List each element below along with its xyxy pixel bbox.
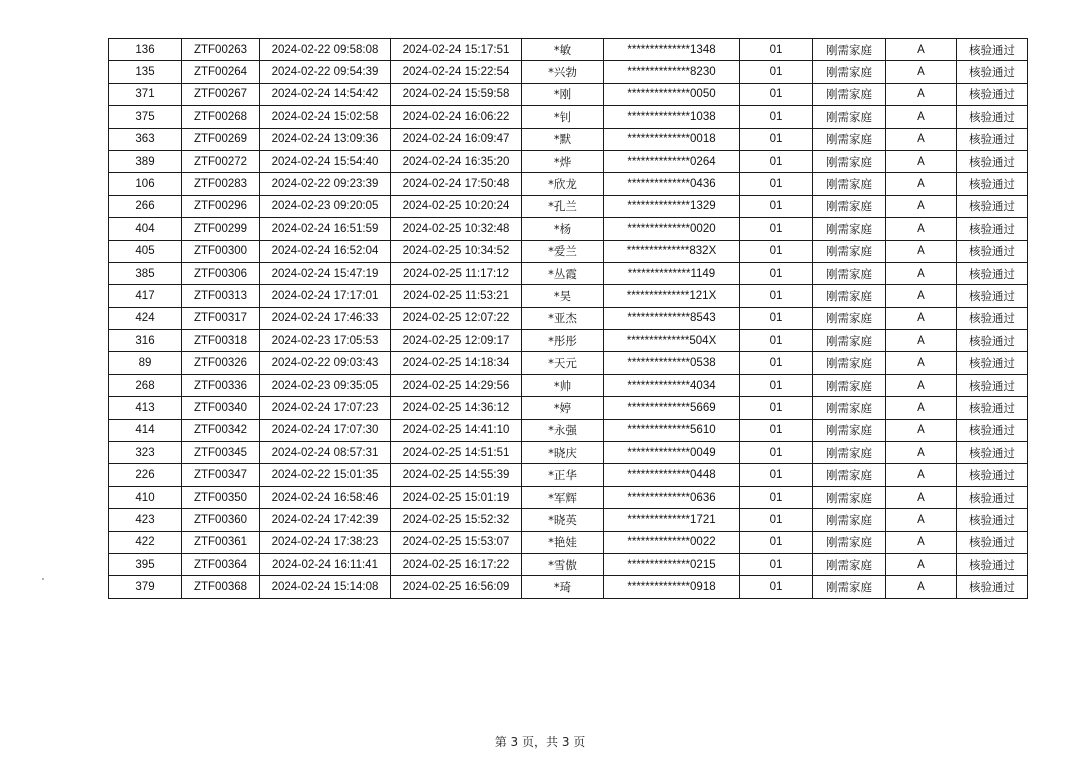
grade-cell: A <box>886 576 957 598</box>
seq-number-cell: 405 <box>109 240 182 262</box>
grade-cell: A <box>886 150 957 172</box>
submit-time-cell: 2024-02-22 09:03:43 <box>260 352 391 374</box>
id-number-cell: **************0020 <box>604 218 740 240</box>
category-code-cell: 01 <box>740 509 813 531</box>
review-status-cell: 核验通过 <box>957 83 1028 105</box>
id-number-cell: **************0049 <box>604 442 740 464</box>
review-time-cell: 2024-02-25 15:52:32 <box>391 509 522 531</box>
records-table-body <box>109 39 1028 599</box>
category-code-cell: 01 <box>740 576 813 598</box>
review-time-cell: 2024-02-25 10:34:52 <box>391 240 522 262</box>
category-code-cell: 01 <box>740 442 813 464</box>
review-status-cell: 核验通过 <box>957 464 1028 486</box>
seq-number-cell: 395 <box>109 553 182 575</box>
submit-time-cell: 2024-02-23 09:35:05 <box>260 374 391 396</box>
applicant-name-cell: *钊 <box>522 106 604 128</box>
category-code-cell: 01 <box>740 83 813 105</box>
table-row <box>109 374 1028 396</box>
application-id-cell: ZTF00306 <box>182 262 260 284</box>
table-row <box>109 352 1028 374</box>
application-id-cell: ZTF00347 <box>182 464 260 486</box>
grade-cell: A <box>886 442 957 464</box>
seq-number-cell: 323 <box>109 442 182 464</box>
table-row <box>109 553 1028 575</box>
review-status-cell: 核验通过 <box>957 419 1028 441</box>
application-id-cell: ZTF00345 <box>182 442 260 464</box>
application-id-cell: ZTF00360 <box>182 509 260 531</box>
review-status-cell: 核验通过 <box>957 285 1028 307</box>
seq-number-cell: 424 <box>109 307 182 329</box>
submit-time-cell: 2024-02-24 17:07:23 <box>260 397 391 419</box>
seq-number-cell: 379 <box>109 576 182 598</box>
id-number-cell: **************1348 <box>604 39 740 61</box>
grade-cell: A <box>886 486 957 508</box>
review-status-cell: 核验通过 <box>957 39 1028 61</box>
applicant-name-cell: *雪傲 <box>522 553 604 575</box>
category-code-cell: 01 <box>740 106 813 128</box>
grade-cell: A <box>886 61 957 83</box>
review-status-cell: 核验通过 <box>957 576 1028 598</box>
review-status-cell: 核验通过 <box>957 307 1028 329</box>
household-type-cell: 刚需家庭 <box>813 464 886 486</box>
category-code-cell: 01 <box>740 397 813 419</box>
grade-cell: A <box>886 553 957 575</box>
application-id-cell: ZTF00361 <box>182 531 260 553</box>
review-status-cell: 核验通过 <box>957 509 1028 531</box>
household-type-cell: 刚需家庭 <box>813 128 886 150</box>
seq-number-cell: 422 <box>109 531 182 553</box>
seq-number-cell: 106 <box>109 173 182 195</box>
review-time-cell: 2024-02-24 16:35:20 <box>391 150 522 172</box>
grade-cell: A <box>886 173 957 195</box>
review-time-cell: 2024-02-24 15:59:58 <box>391 83 522 105</box>
review-time-cell: 2024-02-25 14:55:39 <box>391 464 522 486</box>
seq-number-cell: 423 <box>109 509 182 531</box>
grade-cell: A <box>886 262 957 284</box>
id-number-cell: **************121X <box>604 285 740 307</box>
review-status-cell: 核验通过 <box>957 486 1028 508</box>
page-number-footer: 第 3 页，共 3 页 <box>494 735 586 749</box>
grade-cell: A <box>886 464 957 486</box>
submit-time-cell: 2024-02-24 16:52:04 <box>260 240 391 262</box>
household-type-cell: 刚需家庭 <box>813 553 886 575</box>
grade-cell: A <box>886 240 957 262</box>
household-type-cell: 刚需家庭 <box>813 509 886 531</box>
review-time-cell: 2024-02-25 14:18:34 <box>391 352 522 374</box>
seq-number-cell: 417 <box>109 285 182 307</box>
applicant-name-cell: *爱兰 <box>522 240 604 262</box>
grade-cell: A <box>886 39 957 61</box>
application-id-cell: ZTF00267 <box>182 83 260 105</box>
submit-time-cell: 2024-02-23 09:20:05 <box>260 195 391 217</box>
id-number-cell: **************5610 <box>604 419 740 441</box>
review-status-cell: 核验通过 <box>957 330 1028 352</box>
household-type-cell: 刚需家庭 <box>813 397 886 419</box>
household-type-cell: 刚需家庭 <box>813 330 886 352</box>
applicant-name-cell: *孔兰 <box>522 195 604 217</box>
household-type-cell: 刚需家庭 <box>813 442 886 464</box>
applicant-name-cell: *敏 <box>522 39 604 61</box>
id-number-cell: **************0448 <box>604 464 740 486</box>
applicant-name-cell: *兴勃 <box>522 61 604 83</box>
table-row <box>109 240 1028 262</box>
household-type-cell: 刚需家庭 <box>813 173 886 195</box>
seq-number-cell: 410 <box>109 486 182 508</box>
submit-time-cell: 2024-02-24 16:58:46 <box>260 486 391 508</box>
id-number-cell: **************1721 <box>604 509 740 531</box>
seq-number-cell: 226 <box>109 464 182 486</box>
id-number-cell: **************0918 <box>604 576 740 598</box>
table-row <box>109 531 1028 553</box>
records-table <box>108 38 1028 599</box>
table-row <box>109 464 1028 486</box>
application-id-cell: ZTF00368 <box>182 576 260 598</box>
review-status-cell: 核验通过 <box>957 553 1028 575</box>
applicant-name-cell: *琦 <box>522 576 604 598</box>
grade-cell: A <box>886 218 957 240</box>
submit-time-cell: 2024-02-24 15:54:40 <box>260 150 391 172</box>
id-number-cell: **************1038 <box>604 106 740 128</box>
id-number-cell: **************0436 <box>604 173 740 195</box>
household-type-cell: 刚需家庭 <box>813 352 886 374</box>
application-id-cell: ZTF00313 <box>182 285 260 307</box>
table-row <box>109 39 1028 61</box>
seq-number-cell: 316 <box>109 330 182 352</box>
table-row <box>109 128 1028 150</box>
review-status-cell: 核验通过 <box>957 240 1028 262</box>
table-row <box>109 486 1028 508</box>
category-code-cell: 01 <box>740 330 813 352</box>
application-id-cell: ZTF00269 <box>182 128 260 150</box>
grade-cell: A <box>886 531 957 553</box>
review-time-cell: 2024-02-25 16:17:22 <box>391 553 522 575</box>
grade-cell: A <box>886 106 957 128</box>
applicant-name-cell: *丛霞 <box>522 262 604 284</box>
id-number-cell: **************0050 <box>604 83 740 105</box>
application-id-cell: ZTF00317 <box>182 307 260 329</box>
review-time-cell: 2024-02-25 10:32:48 <box>391 218 522 240</box>
submit-time-cell: 2024-02-24 15:47:19 <box>260 262 391 284</box>
seq-number-cell: 371 <box>109 83 182 105</box>
review-status-cell: 核验通过 <box>957 531 1028 553</box>
category-code-cell: 01 <box>740 218 813 240</box>
grade-cell: A <box>886 195 957 217</box>
household-type-cell: 刚需家庭 <box>813 307 886 329</box>
applicant-name-cell: *昊 <box>522 285 604 307</box>
submit-time-cell: 2024-02-22 15:01:35 <box>260 464 391 486</box>
id-number-cell: **************8230 <box>604 61 740 83</box>
application-id-cell: ZTF00340 <box>182 397 260 419</box>
seq-number-cell: 266 <box>109 195 182 217</box>
table-row <box>109 509 1028 531</box>
application-id-cell: ZTF00283 <box>182 173 260 195</box>
seq-number-cell: 413 <box>109 397 182 419</box>
category-code-cell: 01 <box>740 150 813 172</box>
review-status-cell: 核验通过 <box>957 262 1028 284</box>
scan-speck <box>42 578 44 580</box>
applicant-name-cell: *天元 <box>522 352 604 374</box>
review-time-cell: 2024-02-25 12:07:22 <box>391 307 522 329</box>
applicant-name-cell: *烨 <box>522 150 604 172</box>
applicant-name-cell: *默 <box>522 128 604 150</box>
household-type-cell: 刚需家庭 <box>813 150 886 172</box>
id-number-cell: **************832X <box>604 240 740 262</box>
grade-cell: A <box>886 128 957 150</box>
table-row <box>109 330 1028 352</box>
submit-time-cell: 2024-02-24 17:38:23 <box>260 531 391 553</box>
application-id-cell: ZTF00350 <box>182 486 260 508</box>
review-status-cell: 核验通过 <box>957 195 1028 217</box>
category-code-cell: 01 <box>740 419 813 441</box>
review-status-cell: 核验通过 <box>957 106 1028 128</box>
table-row <box>109 61 1028 83</box>
table-row <box>109 106 1028 128</box>
category-code-cell: 01 <box>740 128 813 150</box>
table-row <box>109 397 1028 419</box>
application-id-cell: ZTF00318 <box>182 330 260 352</box>
household-type-cell: 刚需家庭 <box>813 218 886 240</box>
application-id-cell: ZTF00342 <box>182 419 260 441</box>
id-number-cell: **************0022 <box>604 531 740 553</box>
submit-time-cell: 2024-02-24 15:02:58 <box>260 106 391 128</box>
seq-number-cell: 268 <box>109 374 182 396</box>
table-row <box>109 218 1028 240</box>
submit-time-cell: 2024-02-24 14:54:42 <box>260 83 391 105</box>
id-number-cell: **************0018 <box>604 128 740 150</box>
submit-time-cell: 2024-02-24 16:11:41 <box>260 553 391 575</box>
submit-time-cell: 2024-02-24 08:57:31 <box>260 442 391 464</box>
grade-cell: A <box>886 83 957 105</box>
category-code-cell: 01 <box>740 173 813 195</box>
review-status-cell: 核验通过 <box>957 173 1028 195</box>
household-type-cell: 刚需家庭 <box>813 195 886 217</box>
household-type-cell: 刚需家庭 <box>813 419 886 441</box>
category-code-cell: 01 <box>740 61 813 83</box>
id-number-cell: **************1149 <box>604 262 740 284</box>
review-time-cell: 2024-02-25 14:36:12 <box>391 397 522 419</box>
household-type-cell: 刚需家庭 <box>813 374 886 396</box>
household-type-cell: 刚需家庭 <box>813 240 886 262</box>
id-number-cell: **************0636 <box>604 486 740 508</box>
household-type-cell: 刚需家庭 <box>813 531 886 553</box>
review-time-cell: 2024-02-24 17:50:48 <box>391 173 522 195</box>
review-time-cell: 2024-02-24 15:17:51 <box>391 39 522 61</box>
applicant-name-cell: *彤彤 <box>522 330 604 352</box>
household-type-cell: 刚需家庭 <box>813 262 886 284</box>
category-code-cell: 01 <box>740 352 813 374</box>
seq-number-cell: 414 <box>109 419 182 441</box>
grade-cell: A <box>886 374 957 396</box>
grade-cell: A <box>886 509 957 531</box>
id-number-cell: **************5669 <box>604 397 740 419</box>
id-number-cell: **************0538 <box>604 352 740 374</box>
grade-cell: A <box>886 330 957 352</box>
household-type-cell: 刚需家庭 <box>813 106 886 128</box>
submit-time-cell: 2024-02-23 17:05:53 <box>260 330 391 352</box>
category-code-cell: 01 <box>740 39 813 61</box>
applicant-name-cell: *欣龙 <box>522 173 604 195</box>
table-row <box>109 262 1028 284</box>
submit-time-cell: 2024-02-24 17:07:30 <box>260 419 391 441</box>
application-id-cell: ZTF00336 <box>182 374 260 396</box>
category-code-cell: 01 <box>740 262 813 284</box>
category-code-cell: 01 <box>740 374 813 396</box>
submit-time-cell: 2024-02-24 16:51:59 <box>260 218 391 240</box>
category-code-cell: 01 <box>740 531 813 553</box>
category-code-cell: 01 <box>740 307 813 329</box>
seq-number-cell: 363 <box>109 128 182 150</box>
applicant-name-cell: *晓庆 <box>522 442 604 464</box>
applicant-name-cell: *婷 <box>522 397 604 419</box>
seq-number-cell: 89 <box>109 352 182 374</box>
seq-number-cell: 389 <box>109 150 182 172</box>
category-code-cell: 01 <box>740 486 813 508</box>
category-code-cell: 01 <box>740 553 813 575</box>
submit-time-cell: 2024-02-24 17:17:01 <box>260 285 391 307</box>
applicant-name-cell: *永强 <box>522 419 604 441</box>
submit-time-cell: 2024-02-24 15:14:08 <box>260 576 391 598</box>
household-type-cell: 刚需家庭 <box>813 39 886 61</box>
review-status-cell: 核验通过 <box>957 218 1028 240</box>
application-id-cell: ZTF00263 <box>182 39 260 61</box>
grade-cell: A <box>886 285 957 307</box>
review-status-cell: 核验通过 <box>957 352 1028 374</box>
household-type-cell: 刚需家庭 <box>813 61 886 83</box>
table-row <box>109 442 1028 464</box>
grade-cell: A <box>886 352 957 374</box>
category-code-cell: 01 <box>740 195 813 217</box>
review-time-cell: 2024-02-25 11:17:12 <box>391 262 522 284</box>
table-row <box>109 419 1028 441</box>
review-time-cell: 2024-02-25 15:53:07 <box>391 531 522 553</box>
review-status-cell: 核验通过 <box>957 128 1028 150</box>
table-row <box>109 285 1028 307</box>
table-row <box>109 150 1028 172</box>
application-id-cell: ZTF00299 <box>182 218 260 240</box>
application-id-cell: ZTF00300 <box>182 240 260 262</box>
category-code-cell: 01 <box>740 240 813 262</box>
review-time-cell: 2024-02-25 16:56:09 <box>391 576 522 598</box>
seq-number-cell: 385 <box>109 262 182 284</box>
review-time-cell: 2024-02-24 15:22:54 <box>391 61 522 83</box>
review-time-cell: 2024-02-25 12:09:17 <box>391 330 522 352</box>
review-time-cell: 2024-02-25 14:41:10 <box>391 419 522 441</box>
submit-time-cell: 2024-02-24 17:42:39 <box>260 509 391 531</box>
household-type-cell: 刚需家庭 <box>813 83 886 105</box>
submit-time-cell: 2024-02-22 09:54:39 <box>260 61 391 83</box>
grade-cell: A <box>886 397 957 419</box>
submit-time-cell: 2024-02-24 13:09:36 <box>260 128 391 150</box>
review-status-cell: 核验通过 <box>957 61 1028 83</box>
applicant-name-cell: *杨 <box>522 218 604 240</box>
table-row <box>109 307 1028 329</box>
seq-number-cell: 136 <box>109 39 182 61</box>
application-id-cell: ZTF00264 <box>182 61 260 83</box>
household-type-cell: 刚需家庭 <box>813 486 886 508</box>
grade-cell: A <box>886 307 957 329</box>
submit-time-cell: 2024-02-24 17:46:33 <box>260 307 391 329</box>
id-number-cell: **************1329 <box>604 195 740 217</box>
applicant-name-cell: *正华 <box>522 464 604 486</box>
category-code-cell: 01 <box>740 285 813 307</box>
applicant-name-cell: *晓英 <box>522 509 604 531</box>
review-time-cell: 2024-02-24 16:09:47 <box>391 128 522 150</box>
review-time-cell: 2024-02-25 15:01:19 <box>391 486 522 508</box>
review-time-cell: 2024-02-24 16:06:22 <box>391 106 522 128</box>
applicant-name-cell: *艳娃 <box>522 531 604 553</box>
application-id-cell: ZTF00268 <box>182 106 260 128</box>
seq-number-cell: 404 <box>109 218 182 240</box>
application-id-cell: ZTF00326 <box>182 352 260 374</box>
id-number-cell: **************4034 <box>604 374 740 396</box>
applicant-name-cell: *亚杰 <box>522 307 604 329</box>
household-type-cell: 刚需家庭 <box>813 285 886 307</box>
review-time-cell: 2024-02-25 14:51:51 <box>391 442 522 464</box>
submit-time-cell: 2024-02-22 09:23:39 <box>260 173 391 195</box>
review-status-cell: 核验通过 <box>957 374 1028 396</box>
id-number-cell: **************8543 <box>604 307 740 329</box>
table-row <box>109 576 1028 598</box>
review-status-cell: 核验通过 <box>957 397 1028 419</box>
review-status-cell: 核验通过 <box>957 442 1028 464</box>
review-time-cell: 2024-02-25 11:53:21 <box>391 285 522 307</box>
applicant-name-cell: *军辉 <box>522 486 604 508</box>
id-number-cell: **************504X <box>604 330 740 352</box>
review-status-cell: 核验通过 <box>957 150 1028 172</box>
grade-cell: A <box>886 419 957 441</box>
application-id-cell: ZTF00364 <box>182 553 260 575</box>
applicant-name-cell: *帅 <box>522 374 604 396</box>
application-id-cell: ZTF00272 <box>182 150 260 172</box>
household-type-cell: 刚需家庭 <box>813 576 886 598</box>
application-id-cell: ZTF00296 <box>182 195 260 217</box>
id-number-cell: **************0215 <box>604 553 740 575</box>
seq-number-cell: 135 <box>109 61 182 83</box>
id-number-cell: **************0264 <box>604 150 740 172</box>
table-row <box>109 83 1028 105</box>
table-row <box>109 173 1028 195</box>
seq-number-cell: 375 <box>109 106 182 128</box>
category-code-cell: 01 <box>740 464 813 486</box>
review-time-cell: 2024-02-25 10:20:24 <box>391 195 522 217</box>
applicant-name-cell: *刚 <box>522 83 604 105</box>
review-time-cell: 2024-02-25 14:29:56 <box>391 374 522 396</box>
table-row <box>109 195 1028 217</box>
submit-time-cell: 2024-02-22 09:58:08 <box>260 39 391 61</box>
